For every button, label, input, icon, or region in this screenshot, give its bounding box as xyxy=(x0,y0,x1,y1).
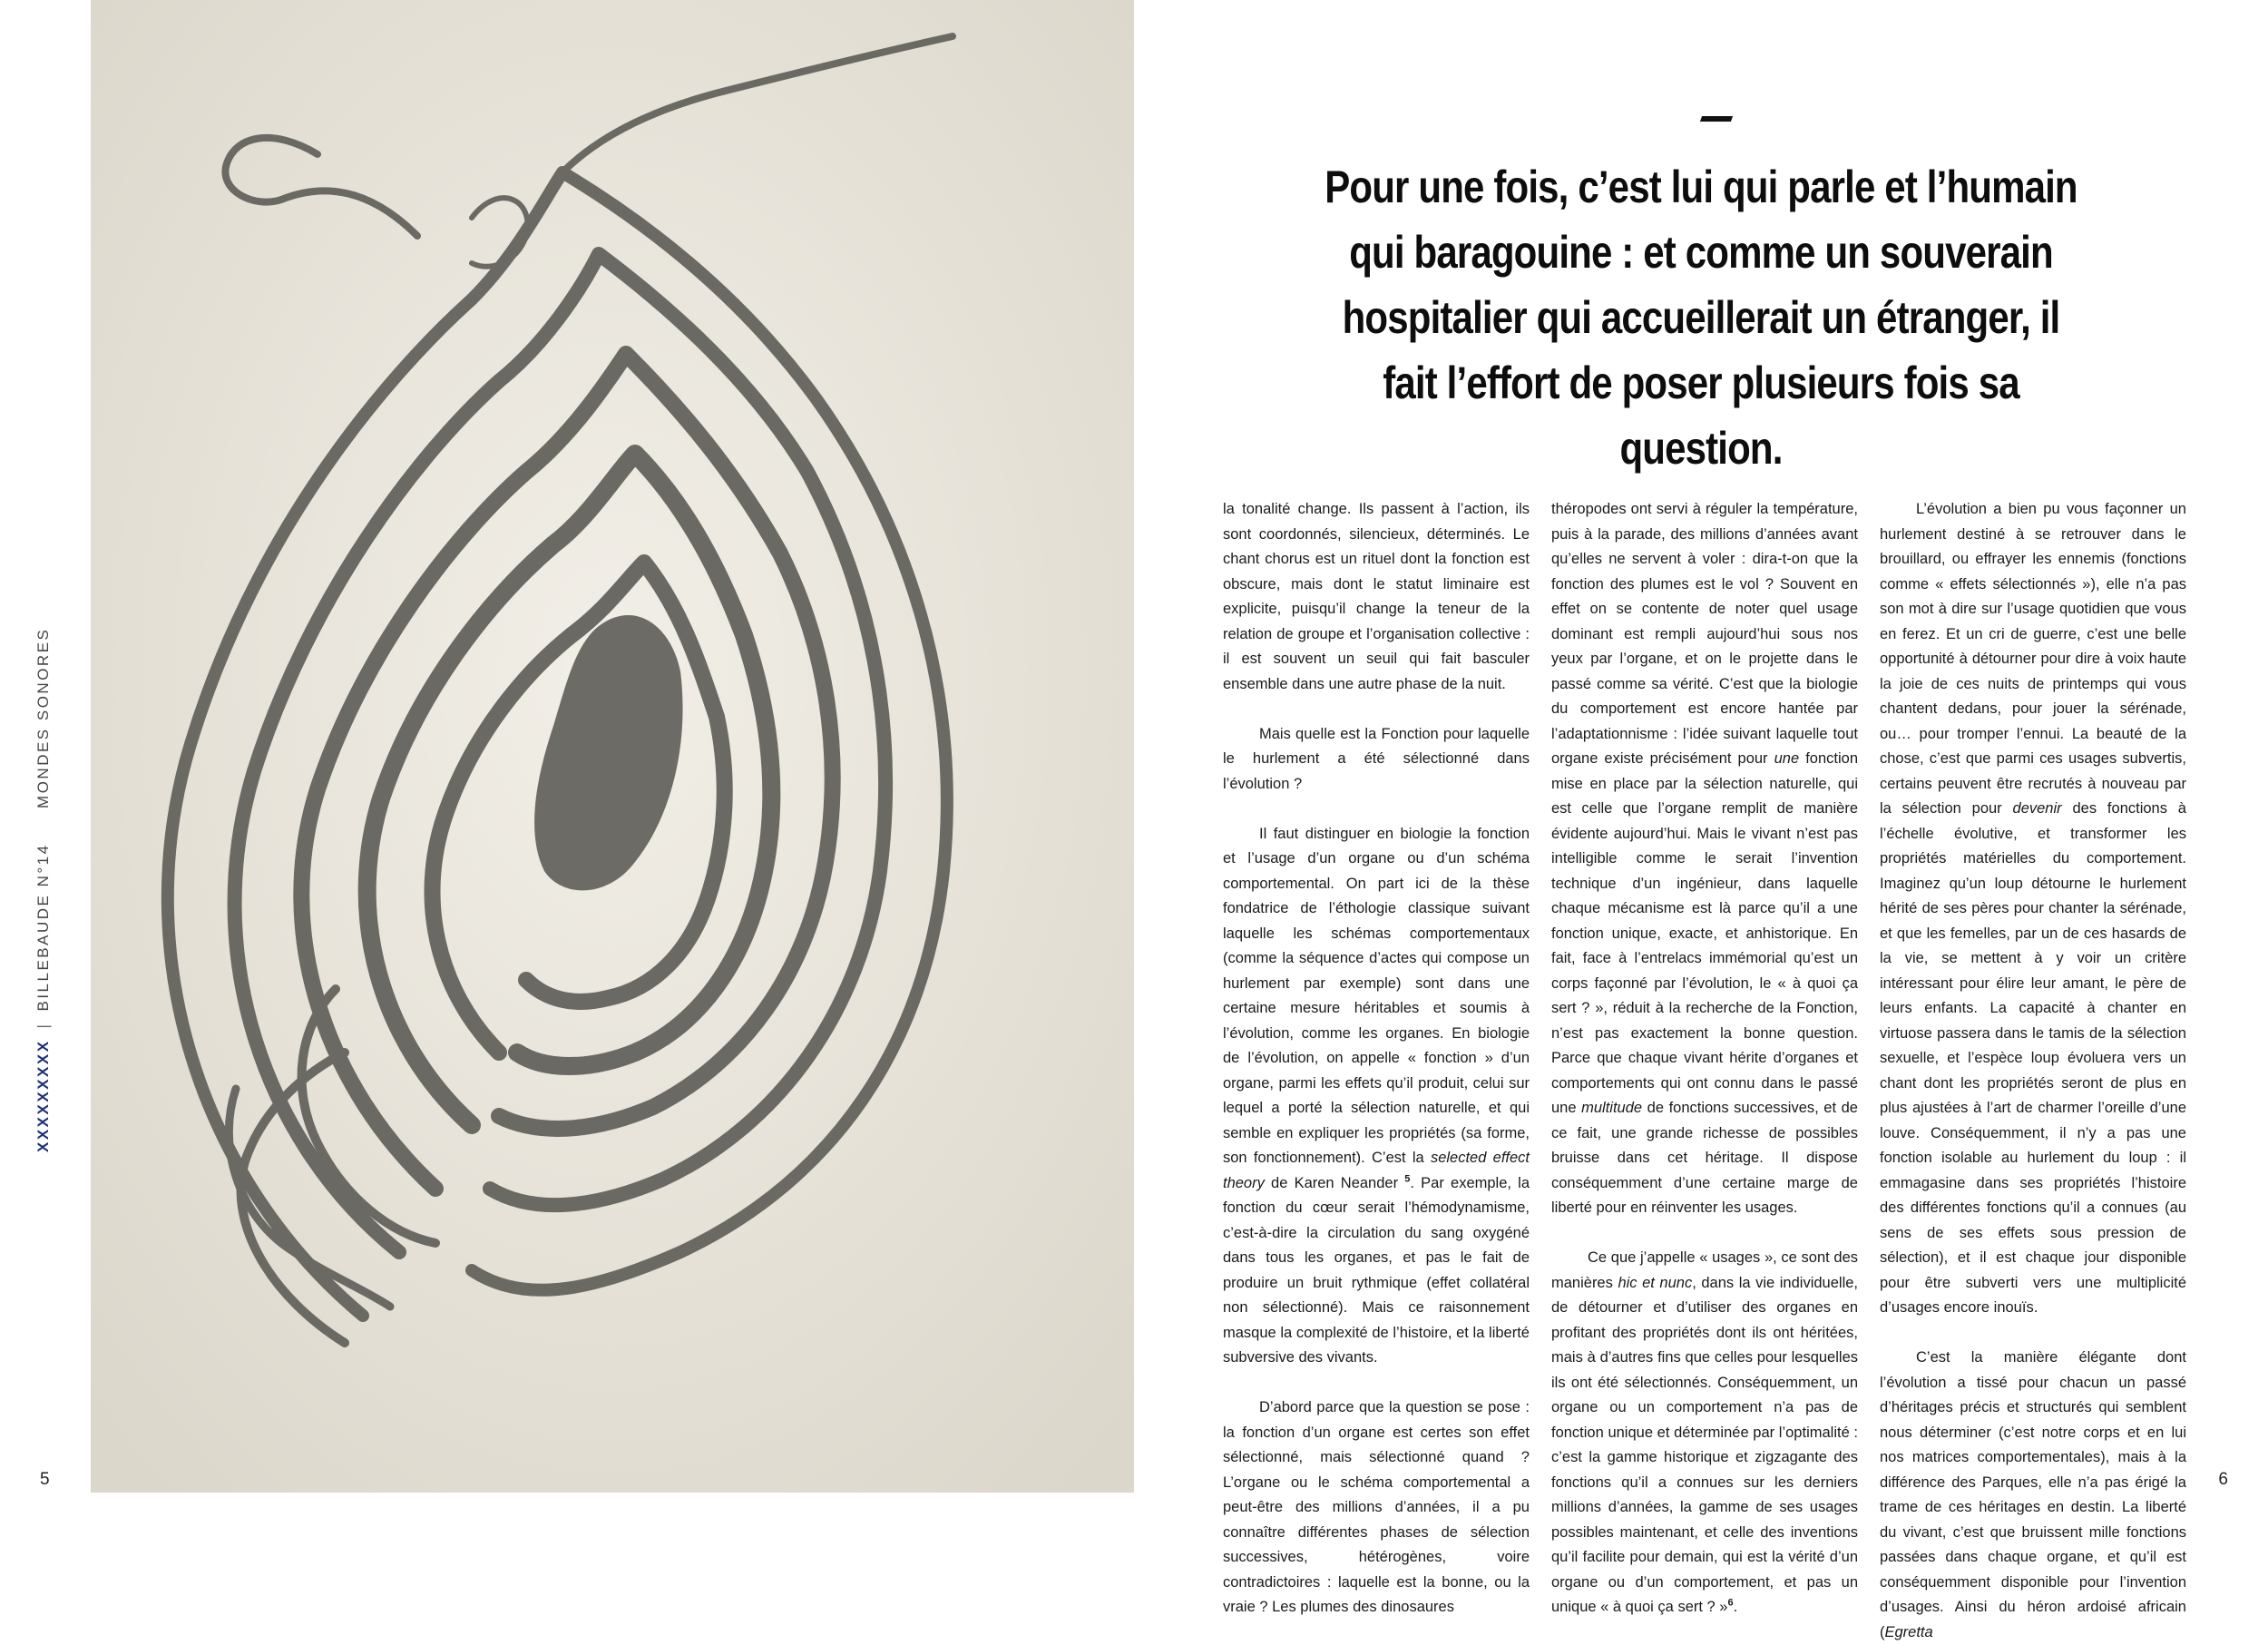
text-run: C’est la manière élégante dont l’évolution a tissé pour chacun un passé d’héritages précis et structurés qui semblent nous déterminer (c’est notre corps et en lui nos matrices comportementales), mais à la différence des Parques, elle n’a pas érigé la trame de ces héritages en destin. La liberté du vivant, c’est que bruissent mille fonctions passées dans chaque organe, et qu’il est conséquemment disponible pour l’invention d’usages. Ainsi du héron ardoisé africain ( xyxy=(1880,1349,2186,1640)
folio-left: 5 xyxy=(40,1470,50,1489)
text-column-1 xyxy=(1223,497,1530,1645)
running-head-code: XXXXXXXXX xyxy=(34,1039,52,1152)
paragraph: Mais quelle est la Fonction pour laquelle le hurlement a été sélectionné dans l’évolution ? xyxy=(1223,725,1530,792)
paragraph xyxy=(1551,1246,1858,1621)
paragraph xyxy=(1880,497,2186,1321)
italic-text: selected effect theory xyxy=(1223,1150,1530,1191)
text-column-3 xyxy=(1880,497,2186,1645)
marbled-paper-artwork xyxy=(91,0,1134,1493)
paragraph xyxy=(1223,822,1530,1371)
text-run: de Karen Neander xyxy=(1264,1174,1405,1191)
quote-dash-ornament xyxy=(1700,116,1733,122)
running-head-magazine: BILLEBAUDE N°14 xyxy=(34,843,52,1012)
article-columns xyxy=(1223,497,2186,1645)
text-run: Ce que j’appelle « usages », ce sont des manières xyxy=(1551,1249,1858,1291)
text-run: des fonctions à l’échelle évolutive, et transformer les propriétés matérielles du comportement. Imaginez qu’un loup détourne le hurlement hérité de ses pères pour chanter la sérénade, et que les femelles, par un de ces hasards de la vie, se mettent à y voir un critère intéressant pour élire leur amant, le père de leurs enfants. La capacité à chanter en virtuose passera dans le tamis de la sélection sexuelle, et l’espèce loup évoluera vers un chant dont les propriétés seront de plus en plus ajustées à l’art de charmer l’oreille d’une louve. Conséquemment, il n’y a pas une fonction isolable au hurlement du loup : il emmagasine dans ses propriétés l’histoire des différentes fonctions qu’il a connues (au sens de ses effets sous pression de sélection), et il est chaque jour disponible pour être subverti vers une multiplicité d’usages encore inouïs. xyxy=(1880,800,2186,1316)
folio-right: 6 xyxy=(2218,1470,2228,1489)
right-page xyxy=(1134,0,2268,1640)
text-run: . xyxy=(1733,1599,1738,1615)
italic-text: une xyxy=(1774,750,1800,767)
footnote-ref[interactable]: 6 xyxy=(1727,1597,1734,1609)
text-run: . Par exemple, la fonction du cœur serait l’hémodynamisme, c’est-à-dire la circulation du sang oxygéné dans tous les organes, et pas le fait de produire un bruit rythmique (effet collatéral non sélectionné). Mais ce raisonnement masque la complexité de l’histoire, et la liberté subversive des vivants. xyxy=(1223,1174,1530,1366)
left-page xyxy=(0,0,1134,1493)
pull-quote: Pour une fois, c’est lui qui parle et l’humain qui baragouine : et comme un souverain hospitalier qui accueillerait un étranger, il fait l’effort de poser plusieurs fois sa question. xyxy=(1325,162,2077,474)
italic-text: multitude xyxy=(1581,1100,1643,1116)
text-run: théropodes ont servi à réguler la température, puis à la parade, des millions d’années avant qu’elles ne servent à voler : dira-t-on que la fonction des plumes est le vol ? Souvent en effet on se contente de noter quel usage dominant est rempli aujourd’hui sous nos yeux par l’organe, et on le projette dans le passé comme sa vérité. C’est que la biologie du comportement est encore hantée par l’adaptationnisme : l’idée suivant laquelle tout organe existe précisément pour xyxy=(1551,501,1858,767)
paragraph xyxy=(1551,497,1858,1221)
italic-text: hic et nunc xyxy=(1618,1274,1693,1291)
text-column-2 xyxy=(1551,497,1858,1645)
running-head-section: MONDES SONORES xyxy=(34,627,52,808)
footnote-ref[interactable]: 5 xyxy=(1404,1173,1411,1184)
text-run: L’évolution a bien pu vous façonner un hurlement destiné à se retrouver dans le brouillard, ou effrayer les ennemis (fonctions comme « effets sélectionnés »), elle n’a pas son mot à dire sur l’usage quotidien que vous en ferez. Et un cri de guerre, c’est une belle opportunité à détourner pour dire à voix haute la joie de ces nuits de printemps qui vous chantent dedans, pour jouer la sérénade, ou… pour tromper l’ennui. La beauté de la chose, c’est que parmi ces usages subvertis, certains peuvent être recrutés à nouveau par la sélection pour xyxy=(1880,501,2186,817)
marbling-illustration xyxy=(91,0,1134,1493)
running-head-separator: | xyxy=(34,1022,52,1029)
text-run: Il faut distinguer en biologie la fonction et l’usage d’un organe ou d’un schéma comportemental. On part ici de la thèse fondatrice de l’éthologie classique suivant laquelle les schémas comportementaux (comme la séquence d’actes qui compose un hurlement par exemple) sont dans une certaine mesure héritables et soumis à l’évolution, comme les organes. En biologie de l’évolution, on appelle « fonction » d’un organe, parmi les effets qu’il produit, celui sur lequel a porté la sélection naturelle, et qui semble en expliquer les propriétés (sa forme, son fonctionnement). C’est la xyxy=(1223,825,1530,1166)
paragraph: la tonalité change. Ils passent à l’action, ils sont coordonnés, silencieux, déterminés. Le chant chorus est un rituel dont la fonction est obscure, mais dont le statut liminaire est explicite, puisqu’il change la teneur de la relation de groupe et l’organisation collective : il est souvent un seuil qui fait basculer ensemble dans une autre phase de la nuit. xyxy=(1223,501,1530,692)
text-run: , dans la vie individuelle, de détourner et d’utiliser des organes en profitant des propriétés dont ils ont héritées, mais à d’autres fins que celles pour lesquelles ils ont été sélectionnés. Conséquemment, un organe ou un comportement n’a pas de fonction unique et déterminée par l’optimalité : c’est la gamme historique et zigzagante des fonctions qu’il a connues sur les derniers millions d’années, la gamme de ses usages possibles maintenant, et celle des inventions qu’il facilite pour demain, qui est la vérité d’un organe ou d’un comportement, et pas un unique « à quoi ça sert ? » xyxy=(1551,1274,1858,1615)
italic-text: Egretta xyxy=(1884,1623,1933,1640)
text-run: de fonctions successives, et de ce fait, une grande richesse de possibles bruisse dans cet héritage. Il dispose conséquemment d’une certaine marge de liberté pour en réinventer les usages. xyxy=(1551,1100,1858,1216)
paragraph xyxy=(1880,1346,2186,1645)
running-head xyxy=(34,628,53,1152)
running-head-spacer xyxy=(34,819,52,832)
paragraph: D’abord parce que la question se pose : la fonction d’un organe est certes son effet sélectionné, mais sélectionné quand ? L’organe ou le schéma comportemental a peut-être des millions d’années, il a pu connaître différentes phases de sélection successives, hétérogènes, voire contradictoires : laquelle est la bonne, ou la vraie ? Les plumes des dinosaures xyxy=(1223,1399,1530,1615)
text-run: fonction mise en place par la sélection naturelle, qui est celle que l’organe remplit de manière évidente aujourd’hui. Mais le vivant n’est pas intelligible comme le serait l’invention technique d’un ingénieur, dans laquelle chaque mécanisme est là parce qu’il a une fonction unique, exacte, et anhistorique. En fait, face à l’entrelacs immémorial qu’est un corps façonné par l’évolution, le « à quoi ça sert ? », réduit à la recherche de la Fonction, n’est pas exactement la bonne question. Parce que chaque vivant hérite d’organes et comportements qui ont connu dans le passé une xyxy=(1551,750,1859,1116)
italic-text: devenir xyxy=(2012,800,2062,817)
